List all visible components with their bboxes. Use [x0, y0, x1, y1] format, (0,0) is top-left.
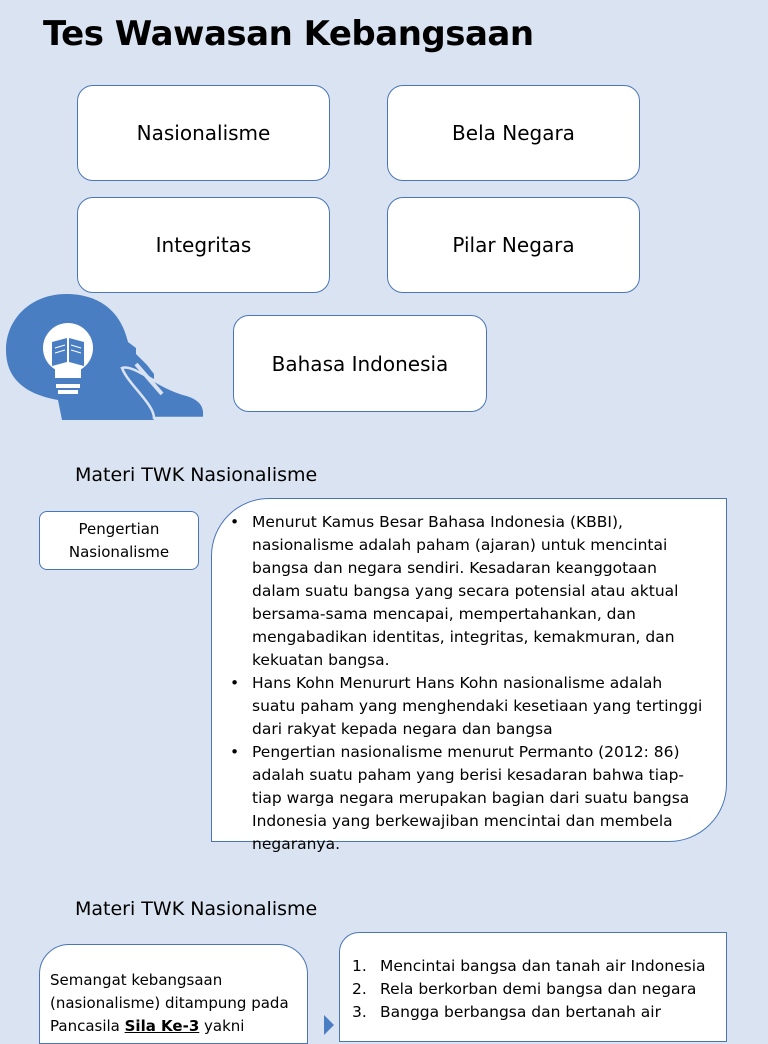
definition-list	[212, 511, 706, 856]
topic-nasionalisme[interactable]: Nasionalisme	[77, 85, 330, 181]
topic-pilar-negara[interactable]: Pilar Negara	[387, 197, 640, 293]
list-item-text: Rela berkorban demi bangsa dan negara	[380, 980, 697, 998]
list-item-text: Bangga berbangsa dan bertanah air	[380, 1003, 661, 1021]
sila-points-list	[340, 955, 716, 1024]
list-item	[340, 978, 716, 1001]
list-item	[212, 741, 706, 856]
bullet-icon: •	[230, 743, 240, 761]
arrow-right-icon	[322, 1015, 336, 1035]
list-item-text: Mencintai bangsa dan tanah air Indonesia	[380, 957, 706, 975]
list-item	[212, 511, 706, 672]
page-title: Tes Wawasan Kebangsaan	[43, 14, 534, 54]
label-line-2: Nasionalisme	[68, 542, 170, 561]
topic-integritas[interactable]: Integritas	[77, 197, 330, 293]
label-line-1: Pengertian	[78, 519, 160, 538]
bullet-icon: •	[230, 513, 240, 531]
list-number: 1.	[352, 957, 367, 975]
sila-box	[39, 944, 308, 1044]
list-item-text: Hans Kohn Menururt Hans Kohn nasionalisme adalah suatu paham yang menghendaki kesetiaan yang tertinggi dari rakyat kepada negara dan bangsa	[252, 674, 703, 738]
pengertian-nasionalisme-label	[39, 511, 199, 570]
section1-heading: Materi TWK Nasionalisme	[75, 464, 318, 486]
list-item	[340, 1001, 716, 1024]
list-number: 3.	[352, 1003, 367, 1021]
topic-bahasa-indonesia[interactable]: Bahasa Indonesia	[233, 315, 487, 412]
head-lightbulb-book-icon	[4, 292, 208, 422]
sila-bold: Sila Ke-3	[124, 1017, 200, 1035]
sila-text-1: Semangat kebangsaan (nasionalisme) ditampung pada Pancasila	[50, 971, 289, 1035]
section2-heading: Materi TWK Nasionalisme	[75, 898, 318, 920]
definition-box	[211, 498, 727, 853]
sila-text-2: yakni	[199, 1017, 245, 1035]
sila-points-box	[339, 932, 727, 1042]
list-item-text: Pengertian nasionalisme menurut Permanto (2012: 86) adalah suatu paham yang berisi kesadaran bahwa tiap-tiap warga negara merupakan bagian dari suatu bangsa Indonesia yang berkewajiban mencintai dan membela negaranya.	[252, 743, 690, 853]
list-item-text: Menurut Kamus Besar Bahasa Indonesia (KBBI), nasionalisme adalah paham (ajaran) untuk mencintai bangsa dan negara sendiri. Kesadaran keanggotaan dalam suatu bangsa yang secara potensial atau aktual bersama-sama mencapai, mempertahankan, dan mengabadikan identitas, integritas, kemakmuran, dan kekuatan bangsa.	[252, 513, 679, 669]
topic-bela-negara[interactable]: Bela Negara	[387, 85, 640, 181]
list-number: 2.	[352, 980, 367, 998]
list-item	[212, 672, 706, 741]
list-item	[340, 955, 716, 978]
bullet-icon: •	[230, 674, 240, 692]
